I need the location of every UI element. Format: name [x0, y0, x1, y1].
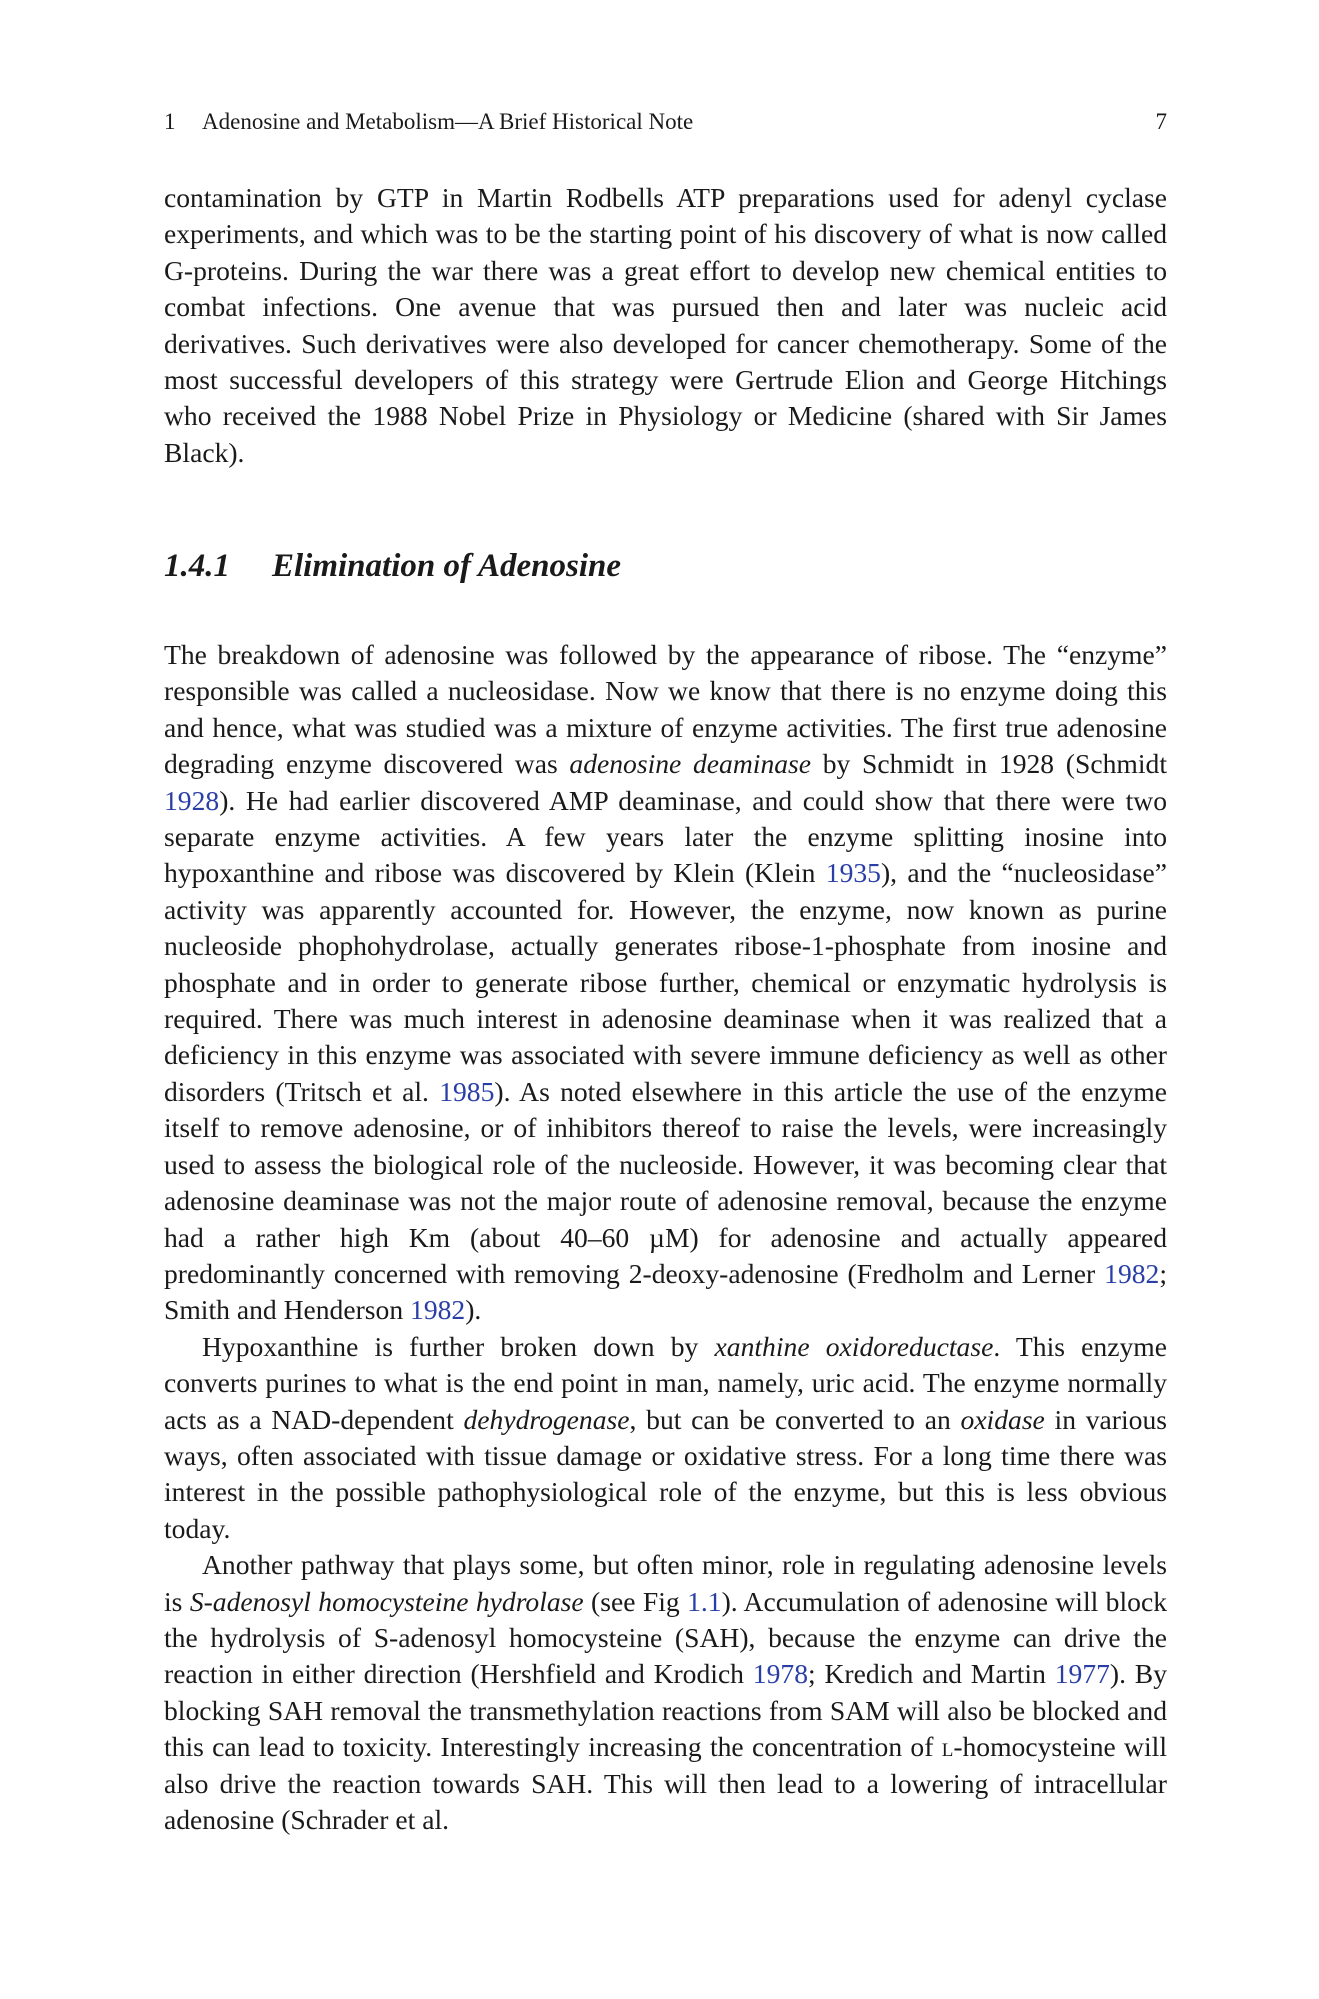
citation-link[interactable]: 1977 — [1054, 1658, 1110, 1690]
chapter-title: Adenosine and Metabolism—A Brief Historical Note — [202, 109, 694, 134]
italic-term: adenosine deaminase — [569, 748, 812, 780]
paragraph-hypoxanthine — [164, 1329, 1167, 1547]
text-run: ), and the “nucleosidase” activity was apparently accounted for. However, the enzyme, now known as purine nucleoside phophohydrolase, actually generates ribose-1-phosphate from inosine and phosphate and in order to generate ribose further, chemical or enzymatic hydrolysis is required. There was much interest in adenosine deaminase when it was realized that a deficiency in this enzyme was associated with severe immune deficiency as well as other disorders (Tritsch et al. — [164, 857, 1167, 1107]
text-run: The breakdown of adenosine was followed by the appearance of ribose. The “enzyme” responsible was called a nucleosidase. Now we know that there is no enzyme doing this and hence, what was studied was a mixture of enzyme activities. The first true adenosine degrading enzyme discovered was — [164, 639, 1167, 780]
paragraph-breakdown — [164, 637, 1167, 1329]
citation-link[interactable]: 1982 — [410, 1294, 466, 1326]
italic-term: dehydrogenase — [463, 1403, 630, 1435]
intro-paragraph-block — [164, 180, 1167, 471]
section-number: 1.4.1 — [164, 548, 230, 584]
text-run: by Schmidt in 1928 (Schmidt — [811, 748, 1167, 780]
text-run: , but can be converted to an — [629, 1403, 961, 1435]
citation-link[interactable]: 1935 — [825, 857, 881, 889]
running-head — [164, 104, 1167, 140]
figure-link[interactable]: 1.1 — [687, 1585, 722, 1617]
text-run: (see Fig — [583, 1585, 688, 1617]
text-run: ; Kredich and Martin — [807, 1658, 1055, 1690]
text-run: . This enzyme converts purines to what is the end point in man, namely, uric acid. The enzyme normally acts as a NAD-dependent — [164, 1330, 1167, 1435]
text-run: ). By blocking SAH removal the transmethylation reactions from SAM will also be blocked and this can lead to toxicity. Interestingly increasing the concentration of — [164, 1658, 1168, 1763]
page-number: 7 — [1155, 109, 1167, 134]
text-run: -homocysteine will also drive the reaction towards SAH. This will then lead to a lowering of intracellular adenosine (Schrader et al. — [164, 1731, 1167, 1835]
section-heading — [164, 544, 621, 588]
italic-term: oxidase — [960, 1403, 1045, 1435]
paragraph-sah — [164, 1547, 1167, 1838]
text-run: in various ways, often associated with tissue damage or oxidative stress. For a long time there was interest in the possible pathophysiological role of the enzyme, but this is less obvious today. — [164, 1403, 1167, 1544]
section-title: Elimination of Adenosine — [272, 548, 622, 584]
italic-term: S-adenosyl homocysteine hydrolase — [189, 1585, 584, 1617]
section-body — [164, 637, 1167, 1838]
chapter-number: 1 — [164, 109, 176, 134]
small-caps-prefix: l — [941, 1731, 954, 1763]
citation-link[interactable]: 1978 — [752, 1658, 808, 1690]
text-run: ). — [465, 1294, 482, 1326]
text-run: Another pathway that plays some, but often minor, role in regulating adenosine levels is — [164, 1549, 1167, 1617]
italic-term: xanthine oxidoreductase — [714, 1330, 994, 1362]
text-run: Hypoxanthine is further broken down by — [202, 1330, 715, 1362]
text-run: ). He had earlier discovered AMP deaminase, and could show that there were two separate enzyme activities. A few years later the enzyme splitting inosine into hypoxanthine and ribose was discovered by Klein (Klein — [164, 784, 1167, 889]
text-run: ; Smith and Henderson — [164, 1257, 1167, 1326]
citation-link[interactable]: 1985 — [439, 1075, 495, 1107]
text-run: ). As noted elsewhere in this article the use of the enzyme itself to remove adenosine, or of inhibitors thereof to raise the levels, were increasingly used to assess the biological role of the nucleoside. However, it was becoming clear that adenosine deaminase was not the major route of adenosine removal, because the enzyme had a rather high Km (about 40–60 µM) for adenosine and actually appeared predominantly concerned with removing 2-deoxy-adenosine (Fredholm and Lerner — [164, 1075, 1167, 1289]
citation-link[interactable]: 1982 — [1104, 1257, 1160, 1289]
intro-paragraph: contamination by GTP in Martin Rodbells ATP preparations used for adenyl cyclase experiments, and which was to be the starting point of his discovery of what is now called G-proteins. During the war there was a great effort to develop new chemical entities to combat infections. One avenue that was pursued then and later was nucleic acid derivatives. Such derivatives were also developed for cancer chemotherapy. Some of the most successful developers of this strategy were Gertrude Elion and George Hitchings who received the 1988 Nobel Prize in Physiology or Medicine (shared with Sir James Black). — [164, 182, 1167, 468]
citation-link[interactable]: 1928 — [164, 784, 220, 816]
text-run: ). Accumulation of adenosine will block the hydrolysis of S-adenosyl homocysteine (SAH), because the enzyme can drive the reaction in either direction (Hershfield and Krodich — [164, 1585, 1167, 1690]
